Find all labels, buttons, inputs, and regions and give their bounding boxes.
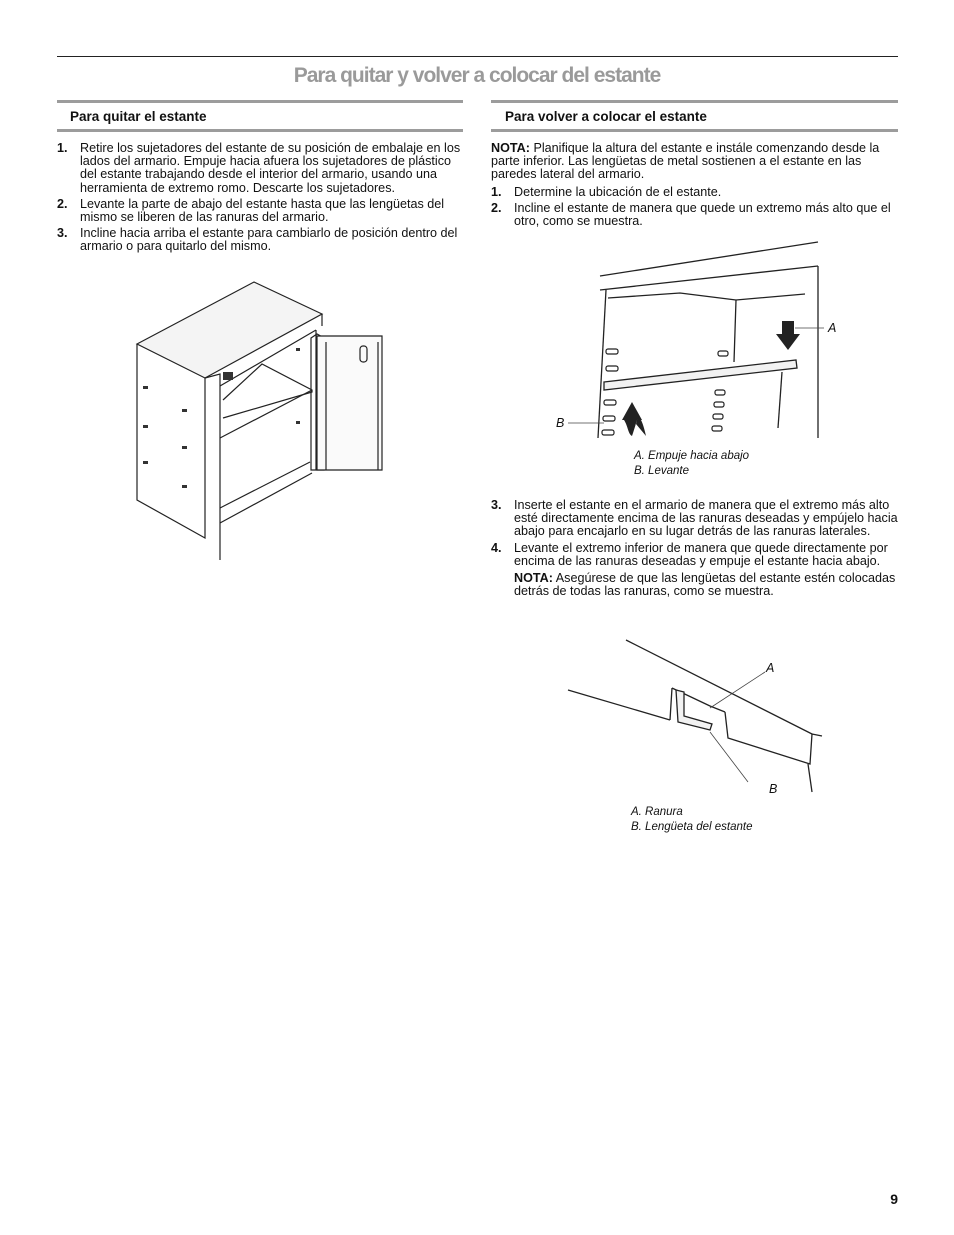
top-rule bbox=[57, 56, 898, 57]
slot-tab-illustration bbox=[560, 636, 830, 796]
note2-paragraph bbox=[514, 572, 898, 598]
note2-text: Asegúrese de que las lengüetas del estante estén colocadas detrás de todas las ranuras, como se muestra. bbox=[514, 571, 896, 599]
list-item bbox=[57, 142, 463, 195]
right-column bbox=[491, 100, 898, 231]
figure1-caption bbox=[634, 449, 749, 479]
right-section-heading: Para volver a colocar el estante bbox=[491, 100, 898, 132]
list-item bbox=[491, 542, 898, 599]
figure1-label-b: B bbox=[556, 416, 565, 430]
step-number: 1. bbox=[57, 141, 68, 155]
figure2-label-a: A bbox=[766, 661, 775, 675]
figure2-caption bbox=[631, 805, 753, 835]
left-column bbox=[57, 100, 463, 257]
right-column-continued bbox=[491, 499, 898, 601]
list-item bbox=[491, 186, 898, 199]
list-item bbox=[57, 198, 463, 224]
step-number: 4. bbox=[491, 540, 502, 555]
step-text: Retire los sujetadores del estante de su posición de embalaje en los lados del armario. Empuje hacia afuera los sujetadores de plástico del estante trabajando desde el interior del armario, usando una herramienta de extremo romo. Descarte los sujetadores. bbox=[80, 141, 461, 195]
step-text: Determine la ubicación de el estante. bbox=[514, 184, 722, 199]
replace-steps-list-a bbox=[491, 186, 898, 229]
list-item bbox=[491, 499, 898, 539]
step-text: Inserte el estante en el armario de manera que el extremo más alto esté directamente encima de las ranuras deseadas y empújelo hacia abajo para encajarlo en su lugar detrás de las ranuras laterales. bbox=[514, 498, 898, 539]
page-title: Para quitar y volver a colocar del estante bbox=[293, 64, 661, 87]
note-label: NOTA: bbox=[491, 141, 530, 155]
replace-steps-list-b bbox=[491, 499, 898, 598]
step-number: 3. bbox=[491, 498, 502, 512]
step-text: Levante el extremo inferior de manera que quede directamente por encima de las ranuras deseadas y empuje el estante hacia abajo. bbox=[514, 540, 888, 568]
figure1-caption-b: B. Levante bbox=[634, 465, 689, 477]
note2-label: NOTA: bbox=[514, 571, 553, 586]
list-item bbox=[491, 202, 898, 228]
step-number: 2. bbox=[491, 200, 502, 215]
tilt-shelf-illustration bbox=[560, 238, 830, 443]
cabinet-illustration bbox=[130, 278, 395, 568]
remove-steps-list bbox=[57, 142, 463, 254]
figure1-caption-a: A. Empuje hacia abajo bbox=[634, 450, 750, 462]
step-number: 2. bbox=[57, 196, 68, 211]
note-paragraph bbox=[491, 142, 898, 182]
page-number: 9 bbox=[890, 1191, 898, 1207]
step-number: 3. bbox=[57, 226, 68, 241]
lift-up-arrow-icon bbox=[622, 402, 646, 436]
figure2-caption-a: A. Ranura bbox=[631, 806, 683, 818]
figure1-label-a: A bbox=[828, 321, 837, 335]
step-text: Levante la parte de abajo del estante hasta que las lengüetas del mismo se liberen de las ranuras del armario. bbox=[80, 196, 445, 225]
step-text: Incline el estante de manera que quede un extremo más alto que el otro, como se muestra. bbox=[514, 200, 891, 229]
step-number: 1. bbox=[491, 184, 502, 199]
figure2-label-b: B bbox=[769, 782, 778, 796]
step-text: Incline hacia arriba el estante para cambiarlo de posición dentro del armario o para quitarlo del mismo. bbox=[80, 226, 458, 254]
list-item bbox=[57, 227, 463, 253]
push-down-arrow-icon bbox=[776, 321, 800, 350]
left-section-heading: Para quitar el estante bbox=[57, 100, 463, 132]
note-text: Planifique la altura del estante e instále comenzando desde la parte inferior. Las lengüetas de metal sostienen a el estante en las paredes lateral del armario. bbox=[491, 141, 880, 182]
figure2-caption-b: B. Lengüeta del estante bbox=[631, 821, 753, 833]
